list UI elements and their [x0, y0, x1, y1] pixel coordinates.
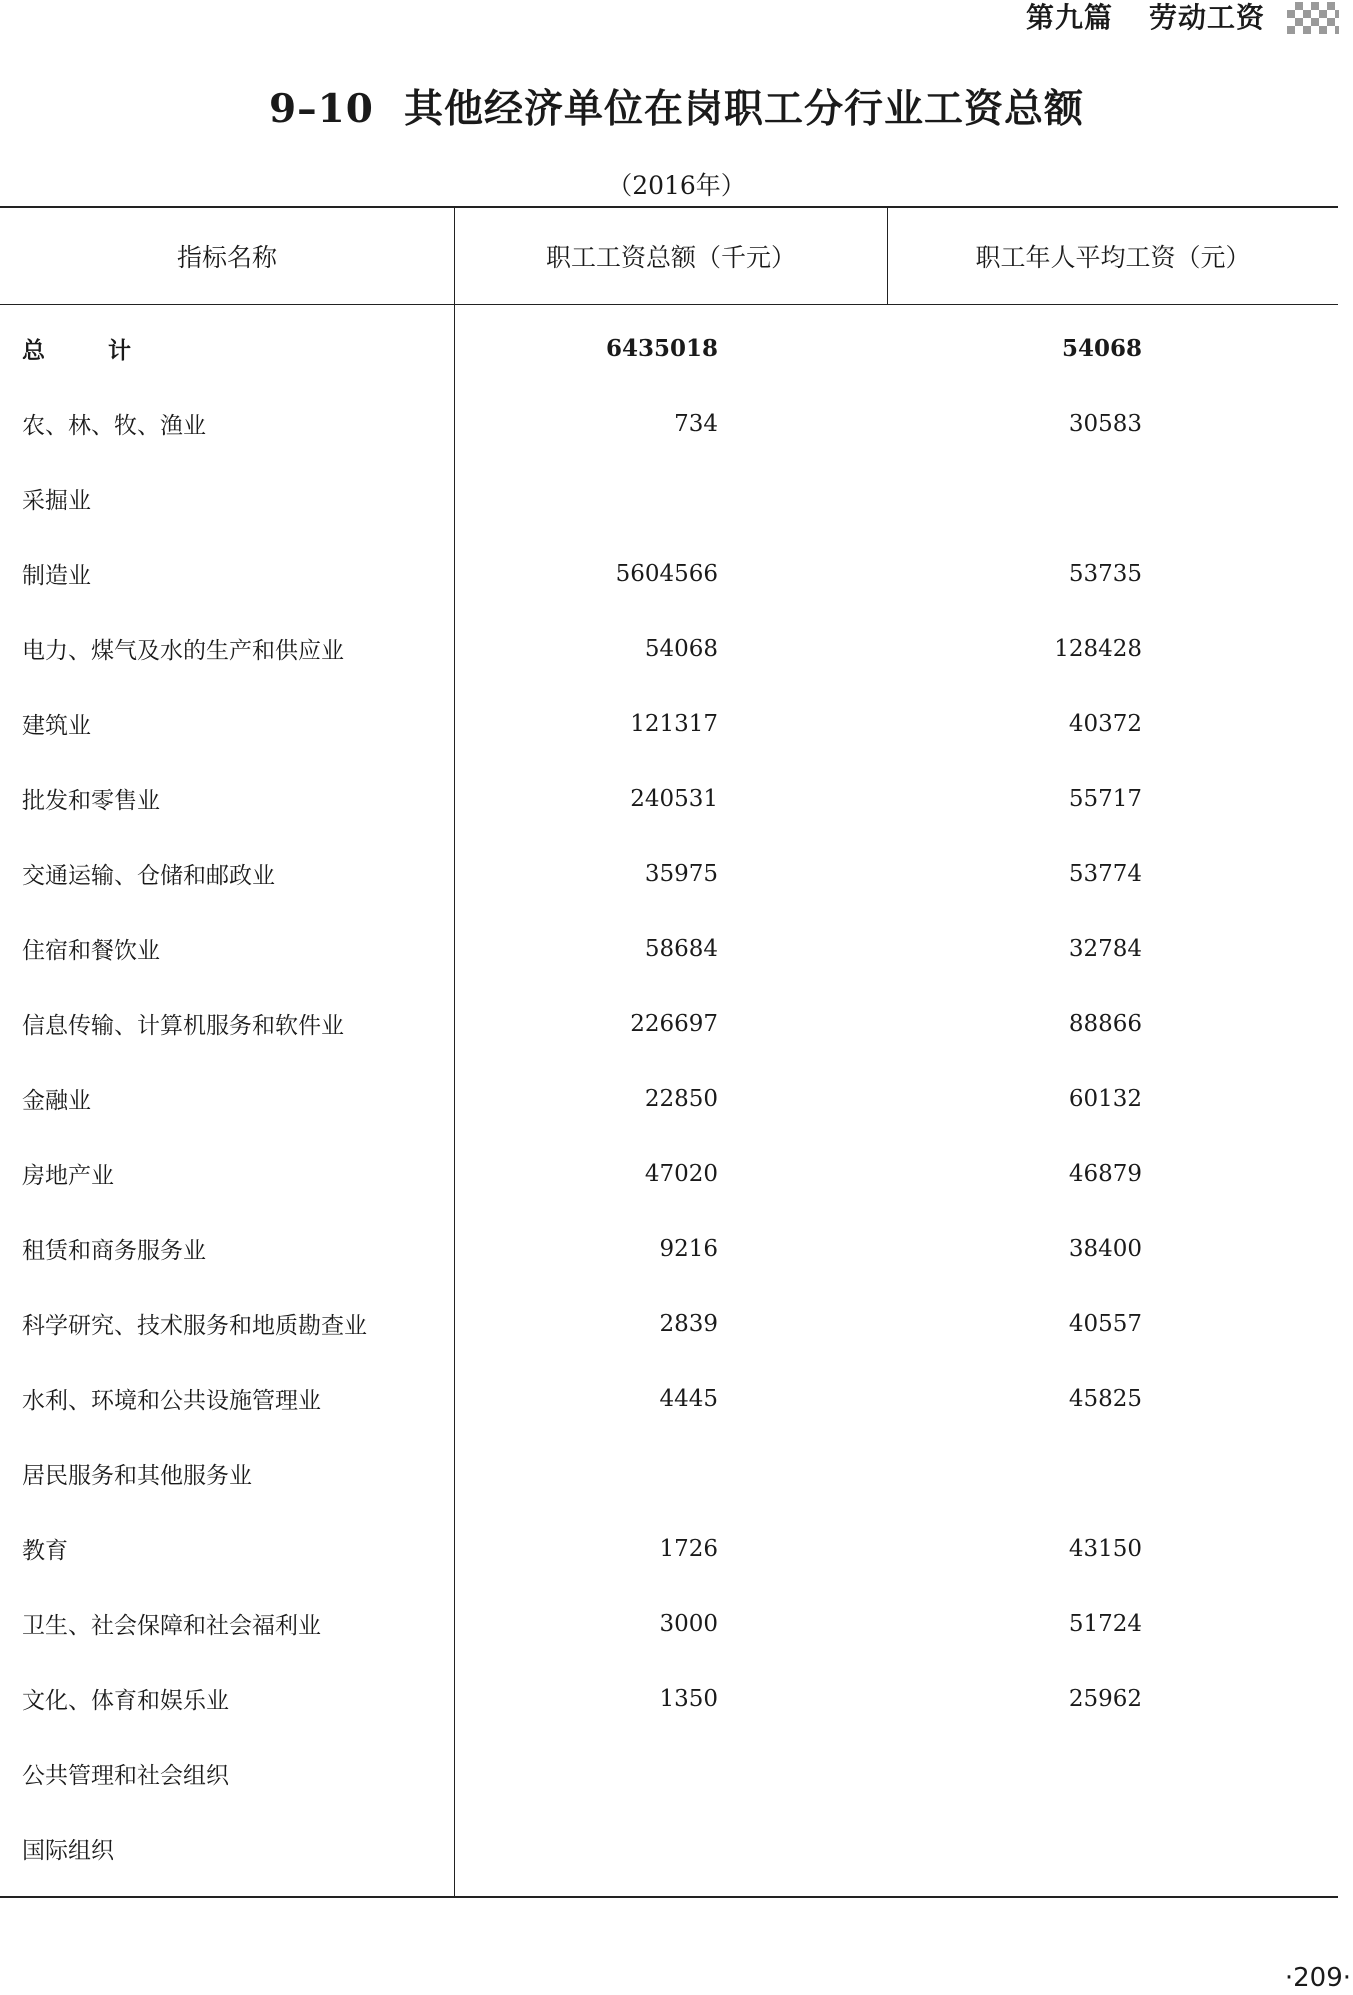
- table-row: [0, 686, 1338, 761]
- row-name: 卫生、社会保障和社会福利业: [22, 1613, 321, 1639]
- running-head-part: 第九篇: [1025, 1, 1113, 34]
- table-row: [0, 1211, 1338, 1286]
- table-row: [0, 1511, 1338, 1586]
- row-total-wages: 47020: [644, 1160, 718, 1187]
- row-name: 建筑业: [22, 713, 91, 739]
- row-total-wages: 54068: [644, 635, 718, 662]
- table-row: [0, 536, 1338, 611]
- row-name: 居民服务和其他服务业: [22, 1463, 252, 1489]
- page-number: ·209·: [1284, 1963, 1351, 1993]
- table-row: [0, 1811, 1338, 1886]
- row-total-wages: 6435018: [605, 335, 718, 362]
- table-row: [0, 1061, 1338, 1136]
- table-row: [0, 1136, 1338, 1211]
- row-name: 租赁和商务服务业: [22, 1238, 206, 1264]
- table-row: [0, 836, 1338, 911]
- row-average-wage: 32784: [1068, 935, 1142, 962]
- row-average-wage: 38400: [1068, 1235, 1142, 1262]
- row-name: 文化、体育和娱乐业: [22, 1688, 229, 1714]
- row-total-wages: 1726: [659, 1535, 718, 1562]
- running-head: [1026, 0, 1265, 36]
- row-average-wage: 53735: [1068, 560, 1142, 587]
- table-row: [0, 461, 1338, 536]
- row-average-wage: 25962: [1068, 1685, 1142, 1712]
- row-average-wage: 30583: [1068, 410, 1142, 437]
- row-name: 科学研究、技术服务和地质勘查业: [22, 1313, 367, 1339]
- table-row: [0, 1436, 1338, 1511]
- row-average-wage: 60132: [1068, 1085, 1142, 1112]
- row-total-wages: 58684: [644, 935, 718, 962]
- table-row: [0, 386, 1338, 461]
- row-name: 电力、煤气及水的生产和供应业: [22, 638, 344, 664]
- table-header: [0, 208, 1338, 305]
- row-average-wage: 40372: [1068, 710, 1142, 737]
- table-title-text: 其他经济单位在岗职工分行业工资总额: [403, 86, 1084, 132]
- running-head-chapter: 劳动工资: [1148, 1, 1265, 34]
- table-row: [0, 911, 1338, 986]
- row-average-wage: 43150: [1068, 1535, 1142, 1562]
- row-total-wages: 121317: [630, 710, 718, 737]
- row-total-wages: 4445: [659, 1385, 718, 1412]
- table-number: 9–10: [269, 86, 374, 132]
- row-name: 批发和零售业: [22, 788, 160, 814]
- row-name: 教育: [22, 1538, 68, 1564]
- row-total-wages: 734: [674, 410, 718, 437]
- row-average-wage: 51724: [1068, 1610, 1142, 1637]
- table-row-total: [0, 311, 1338, 386]
- row-total-wages: 240531: [630, 785, 718, 812]
- row-name: 制造业: [22, 563, 91, 589]
- row-name: 国际组织: [22, 1838, 114, 1864]
- table-body: [0, 305, 1338, 1896]
- row-total-wages: 35975: [644, 860, 718, 887]
- row-name: 公共管理和社会组织: [22, 1763, 229, 1789]
- row-name: 水利、环境和公共设施管理业: [22, 1388, 321, 1414]
- row-total-wages: 9216: [659, 1235, 718, 1262]
- row-name: 金融业: [22, 1088, 91, 1114]
- row-average-wage: 88866: [1068, 1010, 1142, 1037]
- table-subtitle: （2016年）: [607, 171, 746, 200]
- row-average-wage: 54068: [1061, 335, 1142, 362]
- header-indicator-name: 指标名称: [0, 208, 455, 304]
- row-total-wages: 1350: [659, 1685, 718, 1712]
- table-row: [0, 761, 1338, 836]
- row-average-wage: 46879: [1068, 1160, 1142, 1187]
- row-total-wages: 5604566: [615, 560, 718, 587]
- row-name: 房地产业: [22, 1163, 114, 1189]
- row-name: 交通运输、仓储和邮政业: [22, 863, 275, 889]
- row-average-wage: 40557: [1068, 1310, 1142, 1337]
- table-row: [0, 986, 1338, 1061]
- row-average-wage: 55717: [1068, 785, 1142, 812]
- header-total-wages: 职工工资总额（千元）: [455, 208, 888, 304]
- table-row: [0, 1661, 1338, 1736]
- row-average-wage: 53774: [1068, 860, 1142, 887]
- page-title: [0, 78, 1353, 134]
- row-name: 农、林、牧、渔业: [22, 413, 206, 439]
- row-average-wage: 45825: [1068, 1385, 1142, 1412]
- table-row: [0, 1286, 1338, 1361]
- row-total-wages: 2839: [659, 1310, 718, 1337]
- row-total-wages: 226697: [630, 1010, 718, 1037]
- row-name: 信息传输、计算机服务和软件业: [22, 1013, 344, 1039]
- table-row: [0, 1736, 1338, 1811]
- table-row: [0, 1586, 1338, 1661]
- header-average-wage: 职工年人平均工资（元）: [975, 243, 1251, 272]
- row-total-wages: 22850: [644, 1085, 718, 1112]
- table-row: [0, 611, 1338, 686]
- row-name: 总 计: [22, 338, 151, 364]
- data-table: [0, 206, 1338, 1898]
- row-name: 采掘业: [22, 488, 91, 514]
- table-row: [0, 1361, 1338, 1436]
- row-average-wage: 128428: [1054, 635, 1142, 662]
- checker-decoration-icon: [1287, 2, 1339, 34]
- row-name: 住宿和餐饮业: [22, 938, 160, 964]
- row-total-wages: 3000: [659, 1610, 718, 1637]
